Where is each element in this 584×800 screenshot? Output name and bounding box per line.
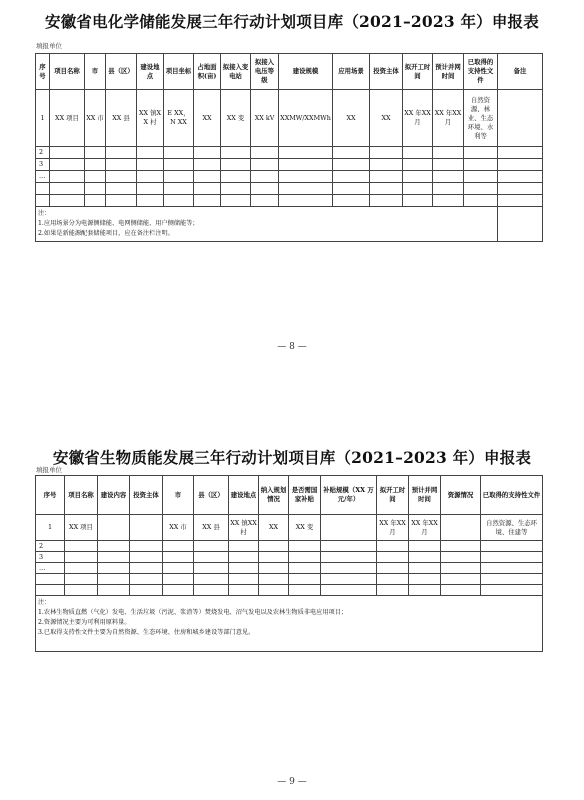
- row-number: [36, 183, 50, 195]
- table-cell: [65, 541, 98, 552]
- table-cell: [194, 585, 229, 596]
- table-row: [36, 90, 543, 147]
- table-cell: [259, 563, 289, 574]
- header-cell: 预计并网时间: [433, 54, 464, 90]
- table-cell: [498, 207, 543, 242]
- row-number: …: [36, 563, 65, 574]
- table-cell: [221, 159, 251, 171]
- table-cell: XX 年XX 月: [403, 90, 433, 147]
- table-cell: [321, 552, 377, 563]
- table-cell: XX 镇XX 村: [229, 515, 259, 541]
- table-cell: [194, 159, 221, 171]
- table-cell: [106, 195, 137, 207]
- table-cell: [137, 171, 164, 183]
- table-cell: [137, 183, 164, 195]
- table-cell: [441, 515, 481, 541]
- table-cell: [65, 552, 98, 563]
- header-cell: 占地面积(亩): [194, 54, 221, 90]
- table-cell: [163, 552, 194, 563]
- table-cell: [321, 585, 377, 596]
- header-cell: 建设内容: [98, 476, 130, 515]
- table-cell: [259, 574, 289, 585]
- table-cell: [164, 159, 194, 171]
- table-cell: [481, 541, 543, 552]
- table-cell: [370, 159, 403, 171]
- table-cell: [321, 515, 377, 541]
- table-cell: XX 项目: [65, 515, 98, 541]
- table-cell: [130, 563, 163, 574]
- table-cell: [229, 585, 259, 596]
- page2-title: 安徽省生物质能发展三年行动计划项目库（2021–2023 年）申报表: [52, 448, 532, 467]
- table-cell: [433, 159, 464, 171]
- table-cell: [164, 171, 194, 183]
- table-row: [36, 515, 543, 541]
- header-cell: 建设地点: [229, 476, 259, 515]
- note-line: 1.应用场景分为电源侧储能、电网侧储能、用户侧储能等；: [38, 220, 199, 227]
- table-row: [36, 171, 543, 183]
- table-cell: [85, 147, 106, 159]
- table-cell: [481, 585, 543, 596]
- header-cell: 拟接入变电站: [221, 54, 251, 90]
- table-cell: [85, 159, 106, 171]
- table-cell: XX: [259, 515, 289, 541]
- notes-cell: [36, 596, 543, 652]
- header-cell: 县（区）: [194, 476, 229, 515]
- table-cell: [370, 195, 403, 207]
- table-cell: [370, 171, 403, 183]
- table-cell: [65, 585, 98, 596]
- page2-unit-label: 填报单位: [36, 466, 62, 474]
- table-cell: XXMW/XXMWh: [279, 90, 333, 147]
- table-cell: [279, 183, 333, 195]
- table-cell: [259, 585, 289, 596]
- table-cell: [481, 563, 543, 574]
- table-cell: [229, 563, 259, 574]
- table-cell: [163, 574, 194, 585]
- row-number: 2: [36, 541, 65, 552]
- table-row: [36, 574, 543, 585]
- table-cell: [251, 159, 279, 171]
- table-cell: XX: [194, 90, 221, 147]
- table-cell: [279, 147, 333, 159]
- table-cell: [279, 159, 333, 171]
- table-cell: [377, 574, 409, 585]
- table-cell: XX 市: [163, 515, 194, 541]
- page1-unit-label: 填报单位: [36, 42, 62, 50]
- table-cell: [50, 195, 85, 207]
- table-cell: [481, 552, 543, 563]
- table-cell: [50, 171, 85, 183]
- page2-page-number: — 9 —: [277, 777, 307, 787]
- table-cell: [130, 585, 163, 596]
- table-cell: XX 年XX 月: [433, 90, 464, 147]
- table-cell: [321, 541, 377, 552]
- table-cell: [251, 183, 279, 195]
- table-cell: [130, 515, 163, 541]
- table-cell: [98, 541, 130, 552]
- table-cell: [333, 195, 370, 207]
- note-line: 2.资源情况主要为可利用原料量。: [38, 619, 131, 626]
- table-cell: [409, 541, 441, 552]
- table-cell: [441, 552, 481, 563]
- table-cell: [279, 195, 333, 207]
- table-cell: E XX，N XX: [164, 90, 194, 147]
- table-cell: [98, 515, 130, 541]
- table-cell: [98, 585, 130, 596]
- table-cell: [464, 159, 498, 171]
- table-cell: [333, 171, 370, 183]
- table-row: [36, 563, 543, 574]
- row-number: …: [36, 171, 50, 183]
- table-cell: [409, 585, 441, 596]
- table-cell: [221, 195, 251, 207]
- header-cell: 序号: [36, 476, 65, 515]
- table-cell: XX 镇XX 村: [137, 90, 164, 147]
- table-cell: [403, 159, 433, 171]
- header-cell: 序号: [36, 54, 50, 90]
- table-cell: [377, 541, 409, 552]
- table-cell: [221, 171, 251, 183]
- header-cell: 备注: [498, 54, 543, 90]
- table-cell: [85, 171, 106, 183]
- row-number: [36, 585, 65, 596]
- table-cell: [106, 159, 137, 171]
- note-line: 2.如果是新能源配套储能项目，应在备注栏注明。: [38, 230, 174, 237]
- header-cell: 项目名称: [50, 54, 85, 90]
- header-cell: 补贴规模（XX 万元/年）: [321, 476, 377, 515]
- header-cell: 投资主体: [370, 54, 403, 90]
- table-cell: [229, 574, 259, 585]
- table-cell: [137, 159, 164, 171]
- table-cell: [403, 147, 433, 159]
- table-header-row: [36, 476, 543, 515]
- table-cell: [441, 563, 481, 574]
- table-cell: [464, 147, 498, 159]
- note-line: 注：: [38, 210, 51, 217]
- header-cell: 已取得的支持性文件: [481, 476, 543, 515]
- header-cell: 拟接入电压等级: [251, 54, 279, 90]
- table-cell: [50, 147, 85, 159]
- table-cell: [498, 90, 543, 147]
- table-cell: [409, 574, 441, 585]
- table-header-row: [36, 54, 543, 90]
- table-cell: [279, 171, 333, 183]
- table-cell: [163, 563, 194, 574]
- table-cell: [289, 541, 321, 552]
- table-cell: [441, 585, 481, 596]
- table-cell: [289, 563, 321, 574]
- row-number: 3: [36, 552, 65, 563]
- page1-title: 安徽省电化学储能发展三年行动计划项目库（2021–2023 年）申报表: [45, 12, 539, 31]
- table-cell: [164, 183, 194, 195]
- table-cell: [251, 171, 279, 183]
- table-cell: [321, 574, 377, 585]
- header-cell: 项目名称: [65, 476, 98, 515]
- table-row: [36, 159, 543, 171]
- header-cell: 是否需国家补贴: [289, 476, 321, 515]
- table-cell: [403, 171, 433, 183]
- table-cell: [194, 563, 229, 574]
- table-cell: XX 年XX 月: [409, 515, 441, 541]
- table-cell: [65, 574, 98, 585]
- row-number: 2: [36, 147, 50, 159]
- header-cell: 拟开工时间: [377, 476, 409, 515]
- table-cell: XX 项目: [50, 90, 85, 147]
- table-cell: [289, 574, 321, 585]
- table-cell: [370, 183, 403, 195]
- note-line: 3.已取得支持性文件主要为自然资源、生态环境、住房和城乡建设等部门意见。: [38, 629, 255, 636]
- table-cell: [433, 183, 464, 195]
- table-cell: [321, 563, 377, 574]
- table-notes-row: [36, 207, 543, 242]
- header-cell: 建设规模: [279, 54, 333, 90]
- header-cell: 已取得的支持性文件: [464, 54, 498, 90]
- table-cell: [98, 552, 130, 563]
- table-cell: [481, 574, 543, 585]
- table-cell: [164, 195, 194, 207]
- table-row: [36, 552, 543, 563]
- table-cell: [130, 552, 163, 563]
- table-cell: [289, 552, 321, 563]
- table-cell: [441, 574, 481, 585]
- header-cell: 县（区）: [106, 54, 137, 90]
- header-cell: 拟开工时间: [403, 54, 433, 90]
- table-cell: [65, 563, 98, 574]
- table-cell: [377, 552, 409, 563]
- table-cell: XX 变: [221, 90, 251, 147]
- table-cell: [498, 159, 543, 171]
- table-cell: [433, 195, 464, 207]
- table-cell: [98, 574, 130, 585]
- table-cell: [50, 159, 85, 171]
- table-cell: XX kV: [251, 90, 279, 147]
- table-cell: [106, 171, 137, 183]
- table-cell: [377, 585, 409, 596]
- table-cell: [409, 563, 441, 574]
- table-cell: [194, 147, 221, 159]
- page1-page-number: — 8 —: [277, 342, 307, 352]
- header-cell: 建设地点: [137, 54, 164, 90]
- table-cell: [333, 159, 370, 171]
- table-cell: [130, 574, 163, 585]
- row-number: [36, 574, 65, 585]
- table-row: [36, 195, 543, 207]
- table-cell: [464, 171, 498, 183]
- table-cell: [441, 541, 481, 552]
- header-cell: 市: [85, 54, 106, 90]
- table-cell: [464, 195, 498, 207]
- table-cell: [229, 541, 259, 552]
- note-line: 1.农林生物质直燃（气化）发电、生活垃圾（污泥、浆渣等）焚烧发电、沼气发电以及农林生物质非电应用项目；: [38, 609, 348, 616]
- table-cell: [403, 195, 433, 207]
- table-cell: [194, 171, 221, 183]
- table-cell: [433, 147, 464, 159]
- table-cell: [259, 541, 289, 552]
- table-row: [36, 541, 543, 552]
- table-cell: [194, 574, 229, 585]
- note-line: 注：: [38, 599, 51, 606]
- table-cell: [221, 147, 251, 159]
- notes-cell: [36, 207, 498, 242]
- table-cell: XX: [333, 90, 370, 147]
- header-cell: 投资主体: [130, 476, 163, 515]
- table-cell: [194, 195, 221, 207]
- table-cell: [464, 183, 498, 195]
- table-cell: [289, 585, 321, 596]
- table-cell: [498, 183, 543, 195]
- table-cell: [194, 183, 221, 195]
- table-cell: XX 县: [106, 90, 137, 147]
- row-number: 3: [36, 159, 50, 171]
- header-cell: 项目坐标: [164, 54, 194, 90]
- table-cell: [163, 585, 194, 596]
- table-cell: [433, 171, 464, 183]
- table-row: [36, 585, 543, 596]
- table-row: [36, 183, 543, 195]
- table-cell: [106, 147, 137, 159]
- header-cell: 纳入规划情况: [259, 476, 289, 515]
- table-cell: [221, 183, 251, 195]
- table-cell: [137, 195, 164, 207]
- table-cell: [333, 183, 370, 195]
- table-cell: [85, 195, 106, 207]
- table-cell: [98, 563, 130, 574]
- table-cell: [498, 195, 543, 207]
- table-cell: [259, 552, 289, 563]
- table-cell: XX: [370, 90, 403, 147]
- table-cell: [498, 147, 543, 159]
- table-cell: [130, 541, 163, 552]
- table-cell: [50, 183, 85, 195]
- table-cell: XX 市: [85, 90, 106, 147]
- table-cell: 1: [36, 90, 50, 147]
- header-cell: 应用场景: [333, 54, 370, 90]
- table-cell: [163, 541, 194, 552]
- table-cell: [409, 552, 441, 563]
- header-cell: 市: [163, 476, 194, 515]
- header-cell: 资源情况: [441, 476, 481, 515]
- table-cell: [377, 563, 409, 574]
- table-cell: [498, 171, 543, 183]
- table-cell: [251, 195, 279, 207]
- table-cell: XX 县: [194, 515, 229, 541]
- table-cell: [251, 147, 279, 159]
- table-cell: [106, 183, 137, 195]
- table-cell: [194, 552, 229, 563]
- table-cell: [229, 552, 259, 563]
- table-cell: XX 年XX 月: [377, 515, 409, 541]
- row-number: [36, 195, 50, 207]
- table-cell: 1: [36, 515, 65, 541]
- page2-table: [35, 475, 543, 652]
- table-cell: [137, 147, 164, 159]
- page1-table: [35, 53, 543, 242]
- table-cell: [85, 183, 106, 195]
- table-cell: 自然资源、生态环境、住建等: [481, 515, 543, 541]
- table-row: [36, 147, 543, 159]
- table-cell: [164, 147, 194, 159]
- table-cell: XX 变: [289, 515, 321, 541]
- table-cell: 自然资源、林业、生态环境、水利等: [464, 90, 498, 147]
- table-cell: [403, 183, 433, 195]
- header-cell: 预计并网时间: [409, 476, 441, 515]
- table-cell: [194, 541, 229, 552]
- table-cell: [370, 147, 403, 159]
- table-cell: [333, 147, 370, 159]
- table-notes-row: [36, 596, 543, 652]
